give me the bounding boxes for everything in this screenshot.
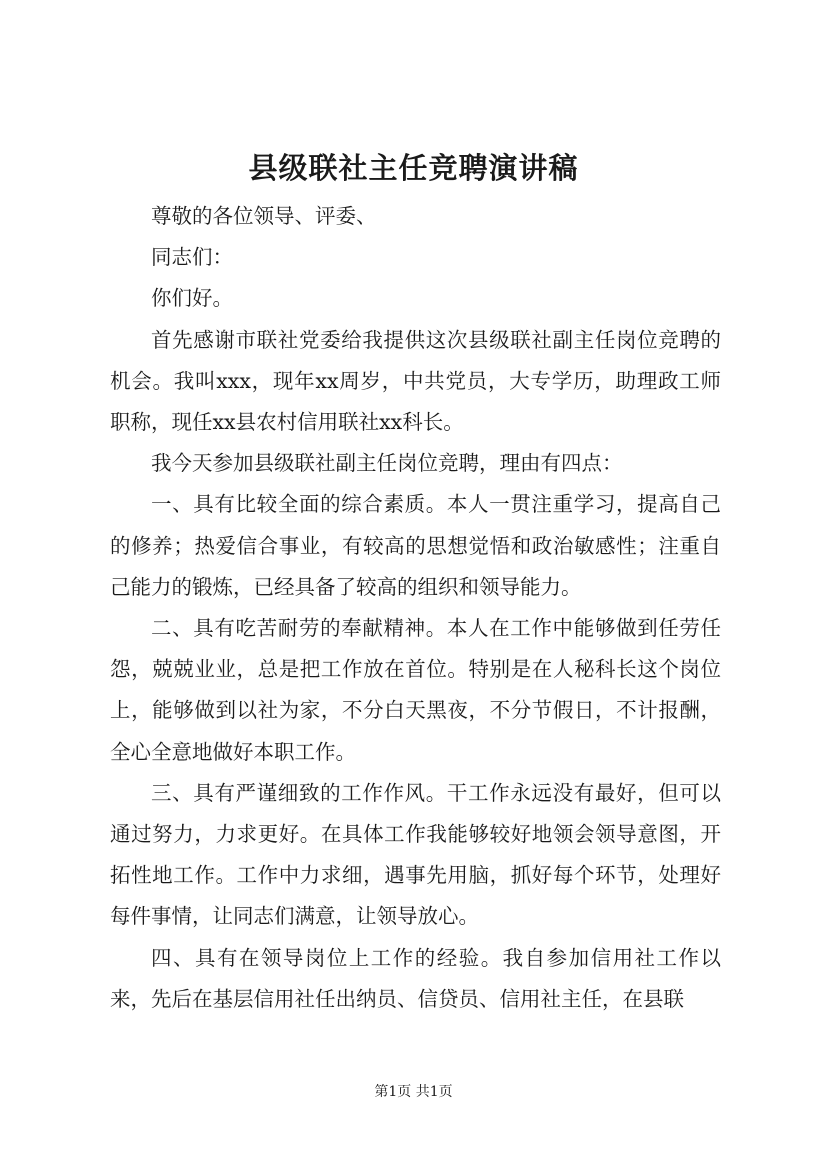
paragraph-salutation: 尊敬的各位领导、评委、	[151, 204, 377, 228]
paragraph-point-2: 二、具有吃苦耐劳的奉献精神。本人在工作中能够做到任劳任怨，兢兢业业，总是把工作放在首位。特别是在人秘科长这个岗位上，能够做到以社为家，不分白天黑夜，不分节假日，不计报酬，全心全意地做好本职工作。	[110, 616, 721, 764]
paragraph-intro: 首先感谢市联社党委给我提供这次县级联社副主任岗位竞聘的机会。我叫xxx，现年xx周岁，中共党员，大专学历，助理政工师职称，现任xx县农村信用联社xx科长。	[110, 327, 721, 435]
document-body	[110, 196, 721, 1020]
paragraph-point-3: 三、具有严谨细致的工作作风。干工作永远没有最好，但可以通过努力，力求更好。在具体工作我能够较好地领会领导意图，开拓性地工作。工作中力求细，遇事先用脑，抓好每个环节，处理好每件事情，让同志们满意，让领导放心。	[110, 780, 721, 929]
paragraph-salutation-2: 同志们：	[151, 245, 233, 270]
paragraph-point-1: 一、具有比较全面的综合素质。本人一贯注重学习，提高自己的修养；热爱信合事业，有较高的思想觉悟和政治敏感性；注重自己能力的锻炼，已经具备了较高的组织和领导能力。	[110, 492, 721, 599]
page-footer: 第1页 共1页	[374, 1084, 453, 1100]
paragraph-reasons: 我今天参加县级联社副主任岗位竞聘，理由有四点：	[151, 451, 623, 476]
paragraph-greeting: 你们好。	[151, 286, 233, 311]
paragraph-point-4: 四、具有在领导岗位上工作的经验。我自参加信用社工作以来，先后在基层信用社任出纳员、信贷员、信用社主任，在县联	[110, 945, 721, 1011]
document-title: 县级联社主任竞聘演讲稿	[248, 151, 579, 185]
